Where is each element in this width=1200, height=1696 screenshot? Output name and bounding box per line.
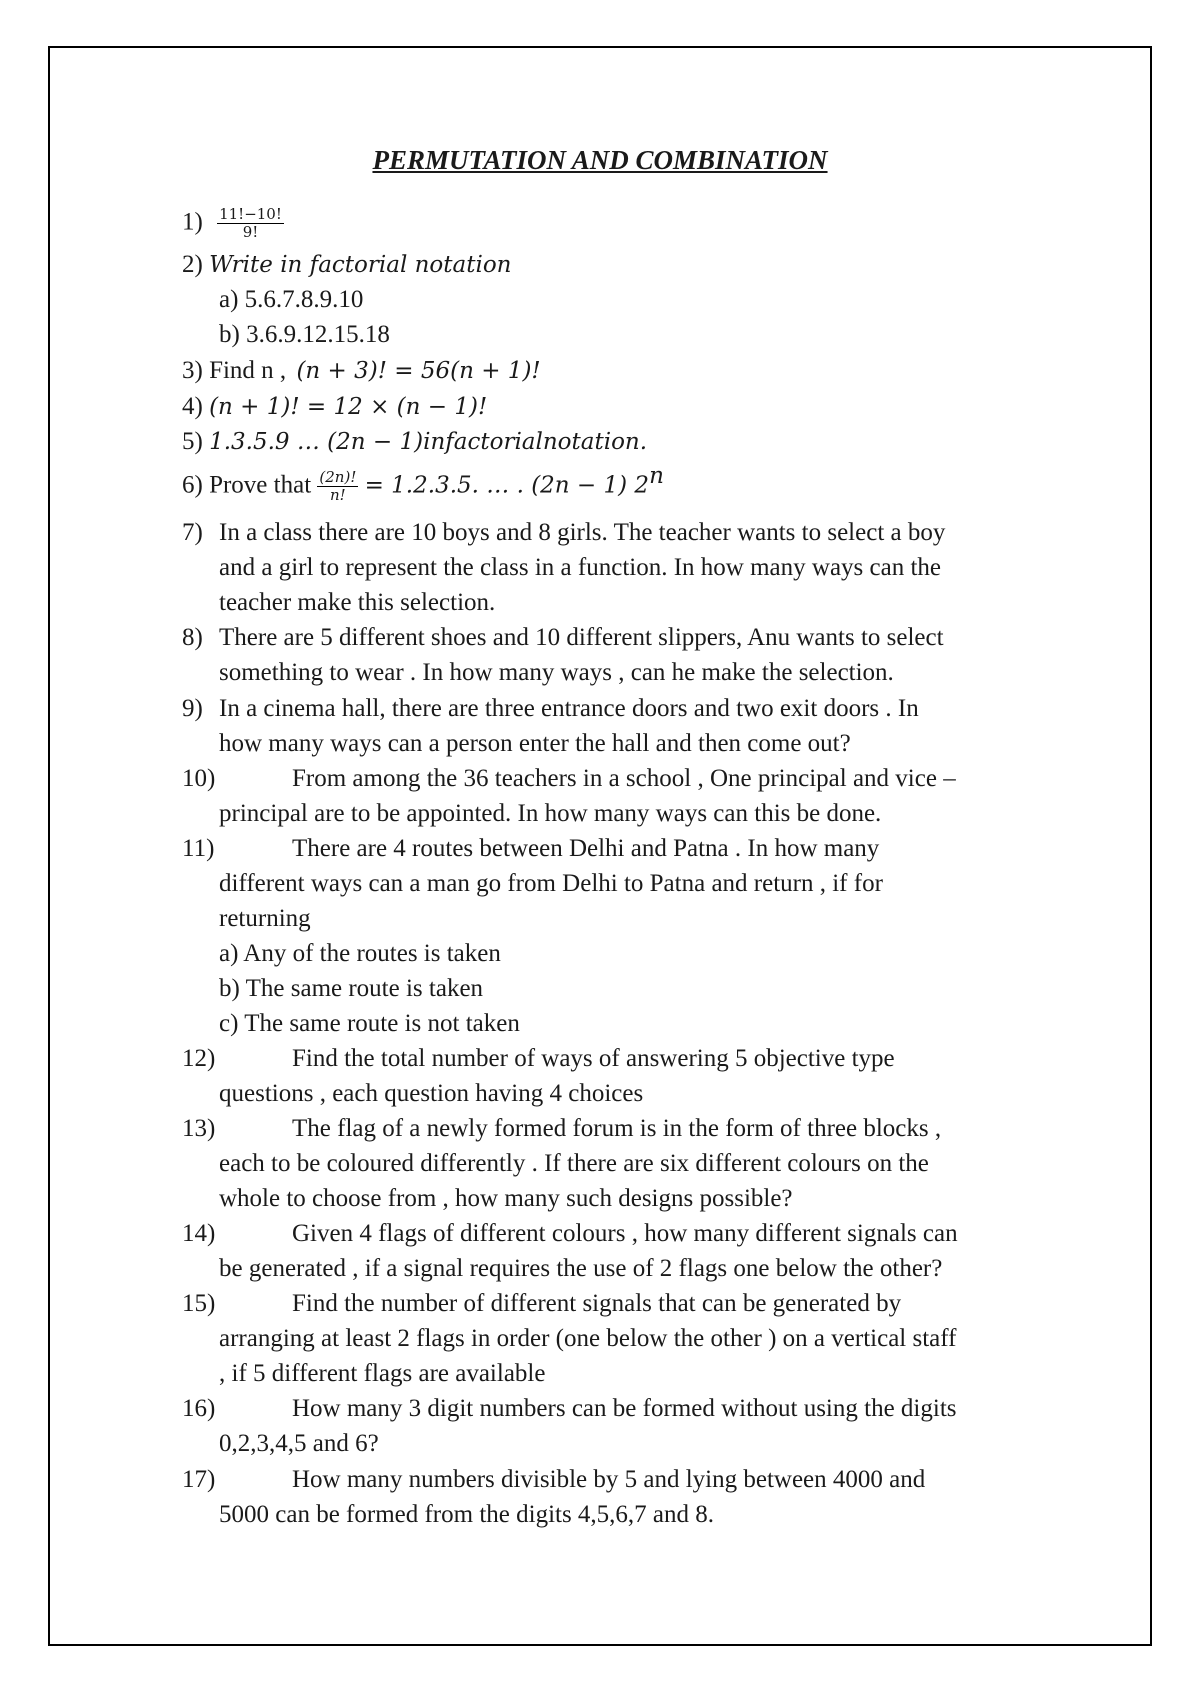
question-3: [182, 357, 541, 386]
question-6: [182, 463, 664, 504]
question-17-line-1: How many numbers divisible by 5 and lying between 4000 and: [292, 1466, 926, 1493]
math-expression: (n + 1)! = 12 × (n − 1)!: [209, 394, 488, 420]
question-16-line-1: How many 3 digit numbers can be formed without using the digits: [292, 1395, 957, 1422]
question-11-line-3: returning: [219, 905, 311, 932]
question-11-part-b: b) The same route is taken: [219, 975, 484, 1002]
math-expression: = 1.2.3.5. … . (2n − 1) 2: [364, 472, 650, 499]
question-17-number: 17): [182, 1466, 216, 1493]
fraction-denominator: n!: [330, 486, 346, 505]
question-15-line-2: arranging at least 2 flags in order (one below the other ) on a vertical staff: [219, 1325, 957, 1352]
fraction-numerator: 11!−10!: [219, 205, 282, 223]
question-2: [182, 251, 511, 280]
question-7-line-1: In a class there are 10 boys and 8 girls. The teacher wants to select a boy: [219, 519, 946, 546]
question-4: [182, 393, 487, 422]
page-title: PERMUTATION AND COMBINATION: [372, 145, 828, 175]
question-11-part-a: a) Any of the routes is taken: [219, 940, 501, 967]
fraction: [317, 469, 358, 505]
question-11-number: 11): [182, 835, 215, 862]
question-5: [182, 428, 647, 457]
math-expression: (n + 3)! = 56(n + 1)!: [296, 358, 541, 384]
question-number: 5): [182, 428, 203, 455]
question-7-number: 7): [182, 519, 203, 546]
question-15-number: 15): [182, 1290, 216, 1317]
fraction: [217, 206, 284, 242]
question-8-line-2: something to wear . In how many ways , can he make the selection.: [219, 659, 894, 686]
question-14-line-1: Given 4 flags of different colours , how many different signals can: [292, 1220, 958, 1247]
question-12-number: 12): [182, 1045, 216, 1072]
question-14-line-2: be generated , if a signal requires the use of 2 flags one below the other?: [219, 1255, 943, 1282]
question-13-line-3: whole to choose from , how many such designs possible?: [219, 1185, 793, 1212]
question-16-line-2: 0,2,3,4,5 and 6?: [219, 1430, 379, 1457]
question-13-line-1: The flag of a newly formed forum is in the form of three blocks ,: [292, 1115, 942, 1142]
question-10-line-2: principal are to be appointed. In how many ways can this be done.: [219, 800, 882, 827]
question-12-line-2: questions , each question having 4 choices: [219, 1080, 644, 1107]
question-10-number: 10): [182, 765, 216, 792]
question-15-line-3: , if 5 different flags are available: [219, 1360, 546, 1387]
math-expression: 1.3.5.9 … (2n − 1)infactorialnotation.: [209, 429, 648, 455]
question-13-number: 13): [182, 1115, 216, 1142]
question-prefix: Prove that: [209, 471, 312, 499]
question-number: 4): [182, 393, 203, 420]
question-text: Write in factorial notation: [209, 252, 512, 278]
question-prefix: Find n ,: [209, 357, 287, 384]
question-8-number: 8): [182, 624, 203, 651]
question-number: 6): [182, 471, 203, 499]
question-15-line-1: Find the number of different signals that can be generated by: [292, 1290, 902, 1317]
question-9-line-1: In a cinema hall, there are three entrance doors and two exit doors . In: [219, 695, 919, 722]
question-number: 2): [182, 251, 203, 278]
question-1: [182, 206, 284, 242]
question-9-number: 9): [182, 695, 203, 722]
question-9-line-2: how many ways can a person enter the hall and then come out?: [219, 730, 851, 757]
fraction-denominator: 9!: [242, 223, 259, 242]
question-number: 1): [182, 208, 203, 236]
fraction-numerator: (2n)!: [319, 467, 357, 486]
question-14-number: 14): [182, 1220, 216, 1247]
question-7-line-2: and a girl to represent the class in a function. In how many ways can the: [219, 554, 941, 581]
question-11-part-c: c) The same route is not taken: [219, 1010, 520, 1037]
question-7-line-3: teacher make this selection.: [219, 589, 496, 616]
question-16-number: 16): [182, 1395, 216, 1422]
exponent: n: [649, 463, 664, 489]
question-17-line-2: 5000 can be formed from the digits 4,5,6,7 and 8.: [219, 1501, 715, 1528]
question-8-line-1: There are 5 different shoes and 10 different slippers, Anu wants to select: [219, 624, 944, 651]
question-10-line-1: From among the 36 teachers in a school , One principal and vice –: [292, 765, 956, 792]
question-2-part-b: b) 3.6.9.12.15.18: [219, 321, 390, 348]
question-12-line-1: Find the total number of ways of answering 5 objective type: [292, 1045, 895, 1072]
question-11-line-2: different ways can a man go from Delhi to Patna and return , if for: [219, 870, 883, 897]
question-11-line-1: There are 4 routes between Delhi and Patna . In how many: [292, 835, 880, 862]
question-2-part-a: a) 5.6.7.8.9.10: [219, 286, 364, 313]
question-number: 3): [182, 357, 203, 384]
question-13-line-2: each to be coloured differently . If there are six different colours on the: [219, 1150, 929, 1177]
